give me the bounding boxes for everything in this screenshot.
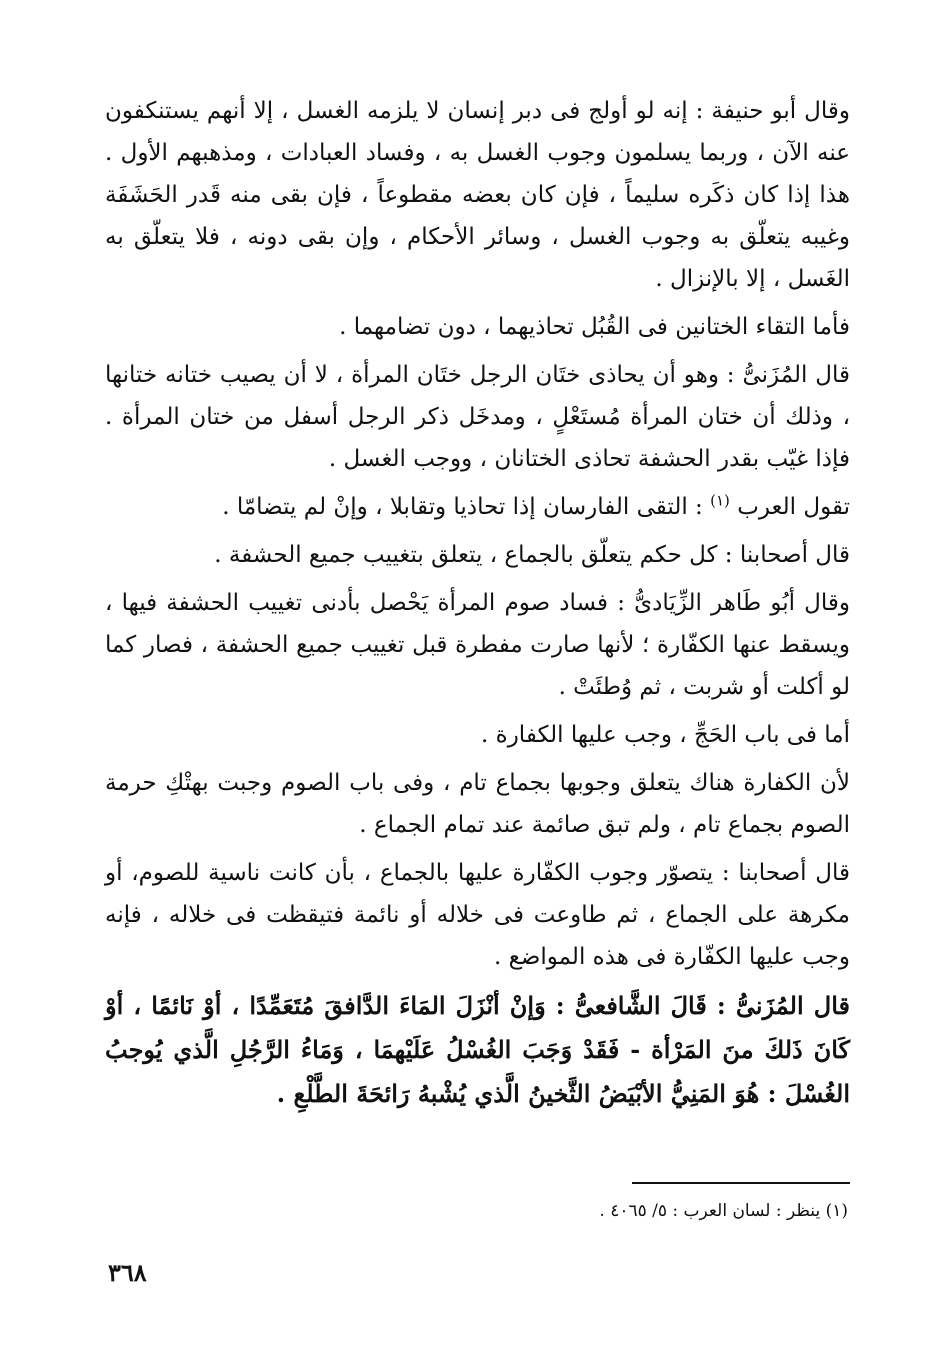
paragraph-8: لأن الكفارة هناك يتعلق وجوبها بجماع تام ، وفى باب الصوم وجبت بهتْكِ حرمة الصوم بجماع تام ، ولم تبق صائمة عند تمام الجماع . — [105, 770, 850, 838]
paragraph-3: قال المُزَنىُّ : وهو أن يحاذى ختَان الرجل ختَان المرأة ، لا أن يصيب ختانه ختانها ، وذلك أن ختان المرأة مُستَعْلٍ ، ومدخَل ذكر الرجل أسفل من ختان المرأة . فإذا غيّب بقدر الحشفة تحاذى الختانان ، ووجب الغسل . — [105, 362, 850, 472]
paragraph-1: وقال أبو حنيفة : إنه لو أولج فى دبر إنسان لا يلزمه الغسل ، إلا أنهم يستنكفون عنه الآن ، وربما يسلمون وجوب الغسل به ، وفساد العبادات ، ومذهبهم الأول . هذا إذا كان ذكَره سليماً ، فإن كان بعضه مقطوعاً ، فإن بقى منه قَدر الحَشَفَة وغيبه يتعلّق به وجوب الغسل ، وسائر الأحكام ، وإن بقى دونه ، فلا يتعلّق به الغَسل ، إلا بالإنزال . — [105, 98, 850, 292]
paragraph-10-matn: قال المُزَنىُّ : قَالَ الشَّافعىُّ : وَإنْ أنْزَلَ المَاءَ الدَّافقَ مُتَعَمِّدًا ، أوْ نَائمًا ، أوْ كَانَ ذَلكَ منَ المَرْأة - فَقَدْ وَجَبَ الغُسْلُ عَلَيْهمَا ، وَمَاءُ الرَّجُلِ الَّذي يُوجبُ الغُسْلَ : هُوَ المَنِيُّ الأبْيَضُ الثَّخينُ الَّذي يُشْبهُ رَائحَةَ الطَّلْعِ . — [105, 991, 850, 1108]
quote-text: التقى الفارسان إذا تحاذيا وتقابلا ، وإنْ لم يتضامّا . — [222, 494, 688, 520]
footnote: (١) ينظر : لسان العرب : ٥/ ٤٠٦٥ . — [599, 1201, 848, 1221]
main-text — [105, 90, 850, 1122]
paragraph-7: أما فى باب الحَجِّ ، وجب عليها الكفارة . — [481, 722, 850, 748]
footnote-separator — [632, 1182, 850, 1184]
quote-intro: تقول العرب — [737, 494, 850, 520]
footnote-ref: (١) — [710, 491, 730, 510]
paragraph-9: قال أصحابنا : يتصوّر وجوب الكفّارة عليها بالجماع ، بأن كانت ناسية للصوم، أو مكرهة على الجماع ، ثم طاوعت فى خلاله أو نائمة فتيقظت فى خلاله ، فإنه وجب عليها الكفّارة فى هذه المواضع . — [105, 860, 850, 970]
paragraph-4: تقول العرب $^{(١)}$ : التقى الفارسان إذا تحاذيا وتقابلا ، وإنْ لم يتضامّا . — [222, 491, 850, 520]
paragraph-5: قال أصحابنا : كل حكم يتعلّق بالجماع ، يتعلق بتغييب جميع الحشفة . — [214, 542, 850, 568]
paragraph-6: وقال أبُو طَاهر الزِّيَادىُّ : فساد صوم المرأة يَحْصل بأدنى تغييب الحشفة فيها ، ويسقط عنها الكفّارة ؛ لأنها صارت مفطرة قبل تغييب جميع الحشفة ، فصار كما لو أكلت أو شربت ، ثم وُطئَتْ . — [105, 590, 850, 700]
paragraph-2: فأما التقاء الختانين فى القُبُل تحاذيهما ، دون تضامهما . — [339, 314, 850, 340]
page-number: ٣٦٨ — [108, 1258, 147, 1287]
